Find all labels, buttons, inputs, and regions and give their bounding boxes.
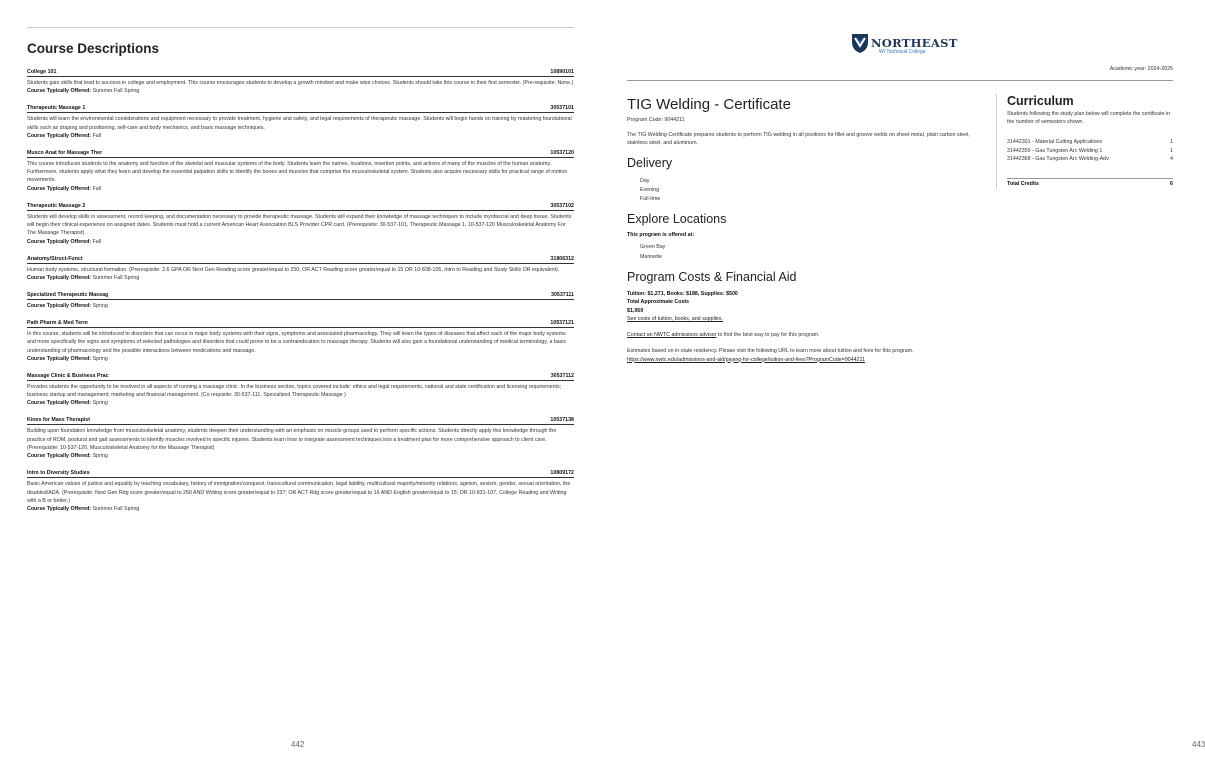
page-number: 443: [1192, 740, 1205, 749]
advisor-line: [627, 332, 977, 338]
logo-subtitle: WI Technical College: [879, 49, 926, 55]
total-credits-value: 6: [1170, 180, 1173, 187]
offered-terms: Summer Fall Spring: [92, 88, 140, 95]
course-offered: [27, 399, 574, 407]
course-entry: [27, 69, 574, 95]
curriculum-list: [1007, 138, 1173, 164]
offered-terms: Fall: [92, 238, 102, 245]
program-description: The TIG Welding Certificate prepares students to perform TIG welding in all positions for fillet and groove welds on sheet metal, plain carbon steel, stainless steel, and aluminum.: [627, 132, 970, 147]
costs-heading: Program Costs & Financial Aid: [627, 270, 797, 285]
course-offered: [27, 274, 574, 282]
advisor-text: to find the best way to pay for this program.: [716, 332, 820, 339]
course-header: [27, 105, 574, 113]
course-entry: [27, 373, 574, 408]
total-costs-value: $1,959: [627, 307, 644, 314]
offered-label: Course Typically Offered:: [27, 238, 92, 245]
curriculum-course: 31442301 - Material Cutting Applications: [1007, 139, 1103, 145]
course-offered: [27, 505, 574, 513]
offered-label: Course Typically Offered:: [27, 88, 92, 95]
course-header: [27, 150, 574, 158]
course-offered: [27, 355, 574, 363]
left-page: [0, 0, 600, 776]
course-description: Provides students the opportunity to be involved in all aspects of running a massage clinic. In the business section, topics covered include: ethics and legal requirements, national and state certification and licensing requirements; business startup and management; marketing and financial management. (Co requisite: 30-537-111, Specialized Therapeutic Massage ): [27, 383, 562, 399]
course-entry: [27, 417, 574, 460]
total-costs-label: Total Approximate Costs: [627, 299, 690, 306]
course-header: [27, 203, 574, 211]
course-entry: [27, 203, 574, 246]
shield-logo-icon: [851, 32, 869, 54]
offered-label: Course Typically Offered:: [27, 274, 92, 281]
offered-label: Course Typically Offered:: [27, 506, 92, 513]
course-description: Building upon foundation knowledge from musculoskeletal anatomy, students deepen their understanding with an emphasis on muscle groups used to perform specific actions. Students directly apply this knowledge through the practice of ROM, postural and gait assessments to identify muscles involved in specific injuries. Students learn how to integrate assessment techniques into a treatment plan for more comprehensive approach to client care. (Prerequisite: 10-537-120, Musculoskeletal Anatomy for the Massage Therapist): [27, 428, 557, 452]
offered-label: Course Typically Offered:: [27, 400, 92, 407]
curriculum-column: [996, 94, 1173, 189]
cost-summary: [627, 290, 977, 323]
course-offered: [27, 302, 574, 310]
course-entry: [27, 320, 574, 363]
offered-label: Course Typically Offered:: [27, 355, 92, 362]
course-code: 10537138: [550, 417, 574, 424]
total-credits-label: Total Credits: [1007, 180, 1039, 187]
course-name: Path Pharm & Med Term: [27, 319, 88, 326]
curriculum-heading: Curriculum: [1007, 94, 1074, 108]
offered-terms: Spring: [92, 355, 108, 362]
top-divider: [27, 27, 574, 28]
course-entry: [27, 292, 574, 310]
locations-list: [627, 243, 977, 262]
curriculum-credits: 4: [1170, 156, 1173, 162]
course-code: 30537101: [550, 105, 574, 112]
course-description: This course introduces students to the anatomy and function of the skeletal and muscular systems of the body. Students learn the names, locations, insertion points, and actions of many of the muscles of the human anatomy. Furthermore, students apply what they learn and develop the essential palpation skills to identify the bones and muscles that comprise the musculoskeletal system. Students also acquire necessary skills for practical range of motion movements.: [27, 160, 568, 184]
course-entry: [27, 256, 574, 282]
offered-terms: Spring: [92, 302, 108, 309]
locations-note: This program is offered at:: [627, 232, 695, 239]
offered-label: Course Typically Offered:: [27, 302, 92, 309]
offered-terms: Summer Fall Spring: [92, 506, 140, 513]
course-name: Intro to Diversity Studies: [27, 470, 90, 477]
course-entry: [27, 150, 574, 193]
course-code: 30537111: [551, 291, 574, 298]
delivery-heading: Delivery: [627, 155, 673, 170]
offered-label: Course Typically Offered:: [27, 185, 92, 192]
academic-year: Academic year: 2024-2025: [1109, 66, 1173, 72]
course-header: [27, 470, 574, 478]
offered-terms: Fall: [92, 185, 102, 192]
total-credits-row: [1007, 178, 1173, 187]
course-description: In this course, students will be introduced to disorders that can occur in major body systems with their signs, symptoms and associated pharmacology. They will learn the types of diseases that affect each of the major body systems and more specifically the signs and symptoms of selected pathologies and disorders that could prove to be a contraindication to massage therapy. Students will also gain a foundational understanding of medical terminology, a basic understanding of pharmacology and the possible interactions between medications and massage.: [27, 330, 567, 354]
offered-label: Course Typically Offered:: [27, 453, 92, 460]
advisor-link[interactable]: Contact an NWTC admissions advisor: [627, 332, 717, 339]
header-divider: [627, 80, 1173, 81]
course-description: Students will learn the environmental considerations and equipment necessary to provide treatment, hygiene and safety, and legal requirements of therapeutic massage. Students will begin hands on training by mastering foundational skills such as draping and positioning, self-care and body mechanics, and basic massage techniques.: [27, 116, 572, 131]
course-entry: [27, 470, 574, 513]
course-code: 30537102: [550, 202, 574, 209]
tuition-url-link[interactable]: https://www.nwtc.edu/admissions-and-aid/paying-for-college/tuition-and-fees?ProgramCode=9044211: [627, 356, 865, 363]
location-item: Marinette: [640, 253, 663, 260]
see-costs-link[interactable]: See costs of tuition, books, and supplies.: [627, 315, 723, 322]
delivery-item: Full-time: [640, 196, 661, 203]
course-name: College 101: [27, 69, 57, 75]
course-header: [27, 417, 574, 425]
program-main-column: [627, 96, 977, 364]
program-title: TIG Welding - Certificate: [627, 96, 791, 113]
course-offered: [27, 132, 574, 140]
course-offered: [27, 185, 574, 193]
curriculum-row: [1007, 155, 1173, 164]
course-code: 10809172: [550, 470, 574, 477]
course-name: Specialized Therapeutic Massag: [27, 291, 109, 298]
tuition-breakdown: Tuition: $1,271, Books: $188, Supplies: $500: [627, 291, 738, 298]
course-code: 10890101: [550, 69, 574, 75]
program-code: Program Code: 9044211: [627, 117, 685, 123]
course-code: 10537121: [550, 319, 574, 326]
curriculum-course: 31442368 - Gas Tungsten Arc Welding-Adv: [1007, 156, 1109, 162]
curriculum-credits: 1: [1170, 139, 1173, 145]
course-header: [27, 256, 574, 264]
offered-terms: Fall: [92, 132, 102, 139]
course-name: Therapeutic Massage 1: [27, 105, 86, 112]
offered-label: Course Typically Offered:: [27, 132, 92, 139]
course-name: Musco Anat for Massage Ther: [27, 149, 103, 156]
curriculum-row: [1007, 147, 1173, 156]
locations-heading: Explore Locations: [627, 212, 727, 227]
course-description: Human body systems, structural formation. (Prerequisite: 2.6 GPA OR Next Gen Reading score greater/equal to 250; OR ACT Reading score greater/equal to 15 OR 10-838-105, Intro to Reading and Study Skills OR equivalent).: [27, 266, 560, 273]
course-code: 10537120: [550, 149, 574, 156]
page-title: Course Descriptions: [27, 41, 160, 56]
course-name: Therapeutic Massage 2: [27, 202, 86, 209]
course-header: [27, 292, 574, 300]
offered-terms: Spring: [92, 400, 108, 407]
logo-name: NORTHEAST: [871, 36, 958, 50]
college-logo: [851, 32, 961, 58]
course-description: Students gain skills that lead to success in college and employment. This course encourages students to develop a growth mindset and make wise choices. Students should take this course in their first semester. (Pre-requisite: None.): [27, 80, 574, 86]
location-item: Green Bay: [640, 244, 666, 251]
offered-terms: Summer Fall Spring: [92, 274, 140, 281]
offered-terms: Spring: [92, 453, 108, 460]
course-code: 31806312: [550, 255, 574, 262]
course-entry: [27, 105, 574, 140]
course-name: Massage Clinic & Business Prac: [27, 372, 109, 379]
page-number: 442: [291, 740, 305, 749]
course-description: Basic American values of justice and equality by teaching vocabulary, history of immigration/conquest, transcultural communication, legal liability, multicultural majority/minority relations, ageism, sexism, gender, sexual orientation, the disabled/ADA. (Prerequisite: Next Gen Rdg score greater/equal to 250 AND Writing score greater/equal to 237; OR ACT Rdg score greater/equal to 16 AND English greater/equal to 15; OR 10-831-107, College Reading and Writing with a B or better.): [27, 481, 571, 504]
course-header: [27, 320, 574, 328]
right-page: [600, 0, 1205, 776]
curriculum-credits: 1: [1170, 147, 1173, 154]
course-header: [27, 373, 574, 381]
delivery-item: Day: [640, 177, 650, 184]
course-header: [27, 69, 574, 77]
curriculum-note: Students following the study plan below will complete the certificate in the number of semesters shown.: [1007, 111, 1171, 125]
curriculum-course: 31442359 - Gas Tungsten Arc Welding 1: [1007, 147, 1103, 154]
course-name: Kines for Mass Therapist: [27, 417, 90, 424]
course-name: Anatomy/Struct-Funct: [27, 255, 83, 262]
course-offered: [27, 87, 574, 95]
course-code: 30537112: [550, 372, 574, 379]
course-list: [27, 69, 574, 523]
course-offered: [27, 452, 574, 460]
estimate-note: Estimates based on in-state residency. Please visit the following URL to learn more about tuition and fees for this program.: [627, 348, 914, 355]
course-offered: [27, 238, 574, 246]
curriculum-row: [1007, 138, 1173, 147]
delivery-item: Evening: [640, 186, 660, 193]
delivery-list: [627, 177, 977, 205]
course-description: Students will develop skills in assessment, record keeping, and documentation necessary to provide therapeutic massage. Students will expand their knowledge of massage techniques to include myofascial and deep tissue. Students will begin their clinical experience on assigned dates. Students must hold a current American Heart Association BLS Provider CPR card. (Prerequisite: 30-537-101, Therapeutic Massage 1, 10-537-120 Musculoskeletal Anatomy For The Massage Therapist): [27, 213, 572, 237]
estimate-block: [627, 347, 977, 364]
